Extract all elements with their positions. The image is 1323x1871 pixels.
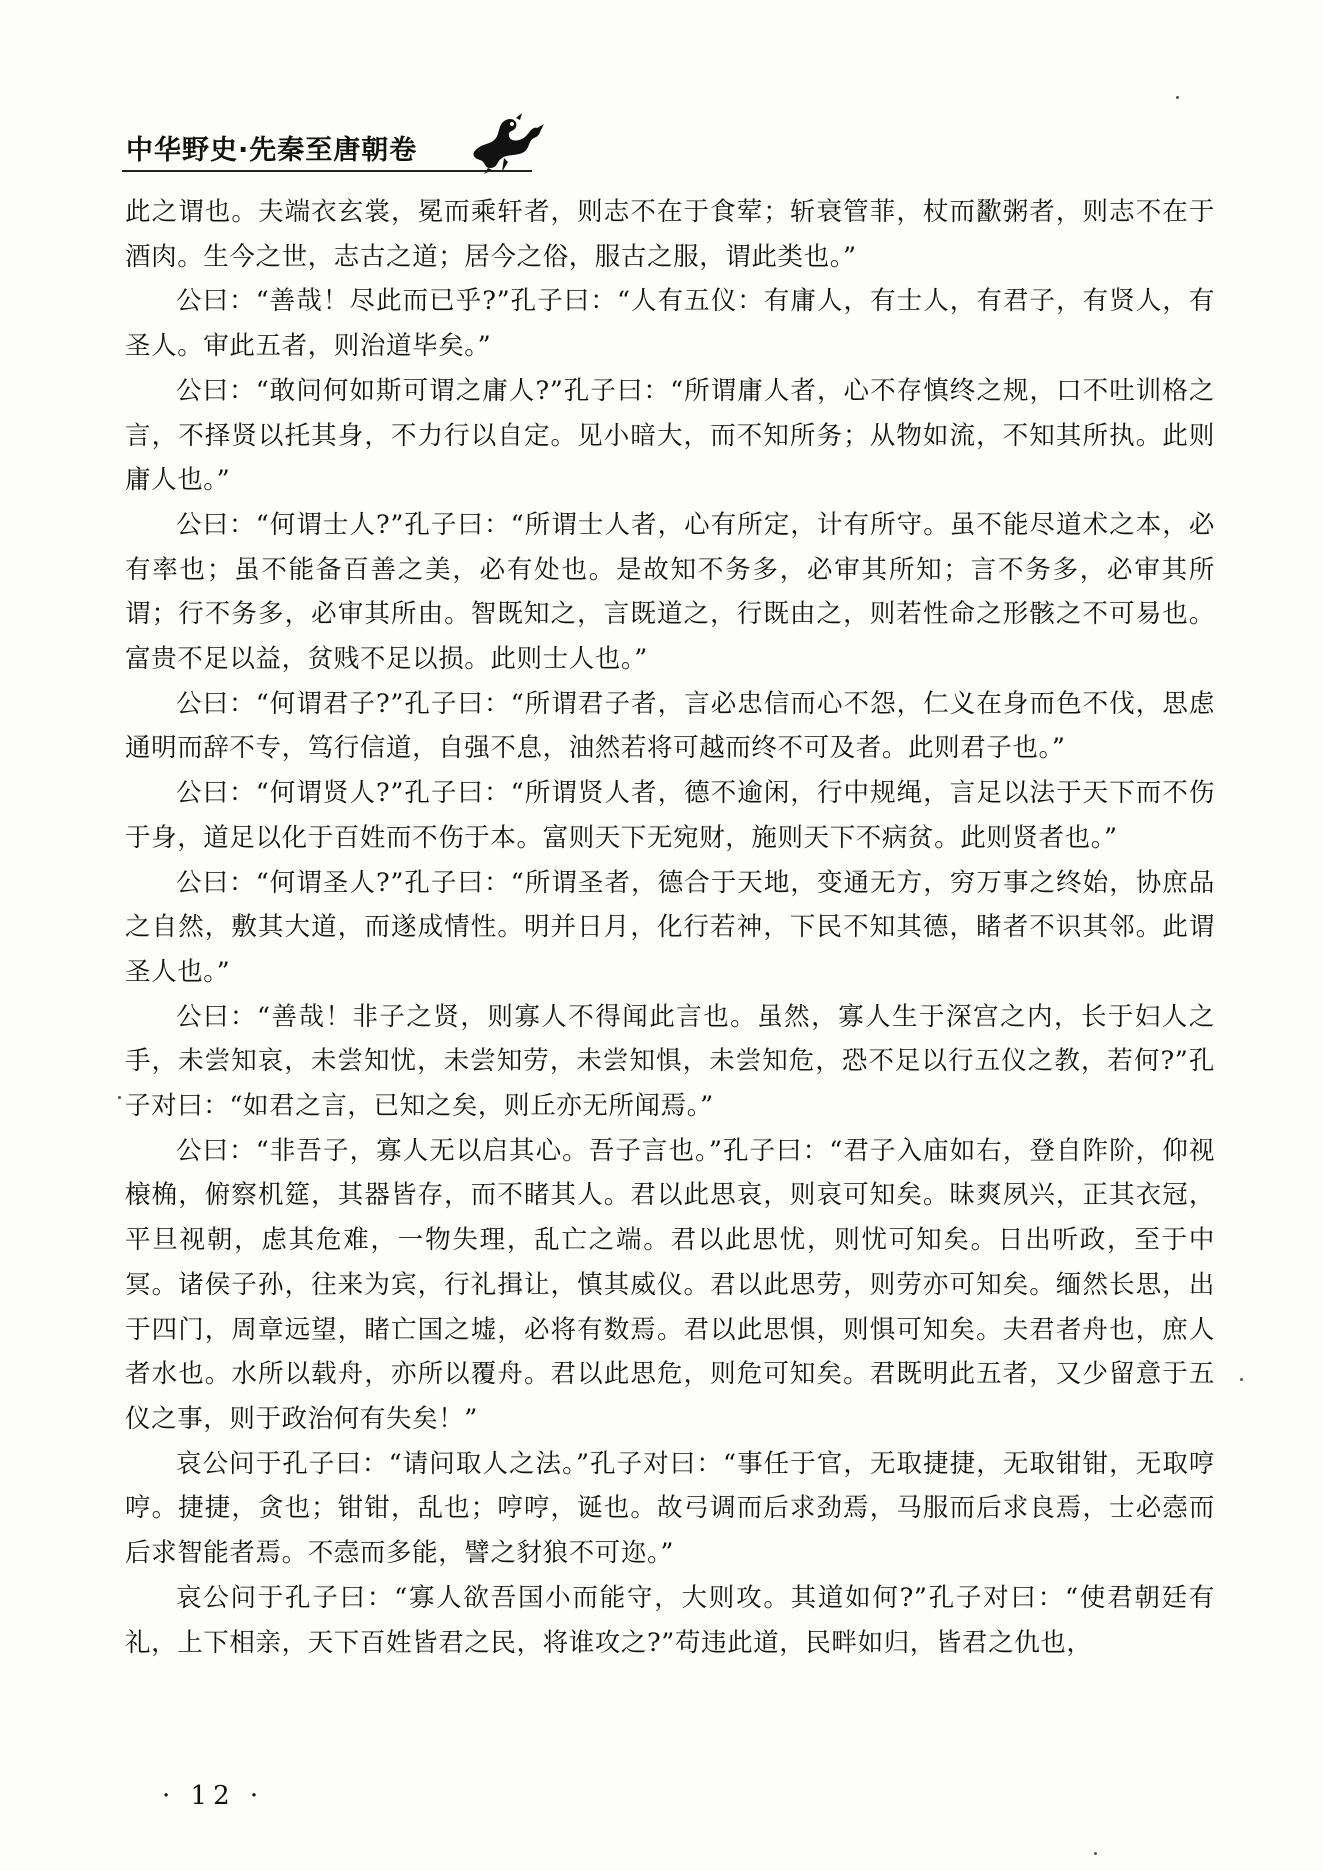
paragraph-7: 公曰：“何谓圣人?”孔子曰：“所谓圣者，德合于天地，变通无方，穷万事之终始，协庶品之自然，敷其大道，而遂成情性。明并日月，化行若神，下民不知其德，睹者不识其邻。此谓圣人也。”: [125, 867, 1215, 987]
scan-speck: [1240, 1378, 1243, 1381]
paragraph-6: 公曰：“何谓贤人?”孔子曰：“所谓贤人者，德不逾闲，行中规绳，言足以法于天下而不伤于身，道足以化于百姓而不伤于本。富则天下无宛财，施则天下不病贫。此则贤者也。”: [125, 778, 1215, 853]
paragraph-10: 哀公问于孔子曰：“请问取人之法。”孔子对曰：“事任于官，无取捷捷，无取钳钳，无取哼哼。捷捷，贪也；钳钳，乱也；哼哼，诞也。故弓调而后求劲焉，马服而后求良焉，士必悫而后求智能者焉。不悫而多能，譬之豺狼不可迩。”: [125, 1448, 1215, 1569]
header-rule: [122, 170, 532, 172]
paragraph-11: 哀公问于孔子曰：“寡人欲吾国小而能守，大则攻。其道如何?”孔子对曰：“使君朝廷有礼，上下相亲，天下百姓皆君之民，将谁攻之?”苟违此道，民畔如归，皆君之仇也，: [125, 1582, 1215, 1658]
paragraph-3: 公曰：“敢问何如斯可谓之庸人?”孔子曰：“所谓庸人者，心不存慎终之规，口不吐训格之言，不择贤以托其身，不力行以自定。见小暗大，而不知所务；从物如流，不知其所执。此则庸人也。”: [125, 375, 1215, 496]
scan-speck: [1176, 96, 1179, 99]
paragraph-5: 公曰：“何谓君子?”孔子曰：“所谓君子者，言必忠信而心不怨，仁义在身而色不伐，思虑通明而辞不专，笃行信道，自强不息，油然若将可越而终不可及者。此则君子也。”: [125, 688, 1215, 764]
paragraph-9: 公曰：“非吾子，寡人无以启其心。吾子言也。”孔子曰：“君子入庙如右，登自阼阶，仰视榱桷，俯察机筵，其器皆存，而不睹其人。君以此思哀，则哀可知矣。昧爽夙兴，正其衣冠，平旦视朝，虑其危难，一物失理，乱亡之端。君以此思忧，则忧可知矣。日出听政，至于中冥。诸侯子孙，往来为宾，行礼揖让，慎其威仪。君以此思劳，则劳亦可知矣。缅然长思，出于四门，周章远望，睹亡国之墟，必将有数焉。君以此思惧，则惧可知矣。夫君者舟也，庶人者水也。水所以载舟，亦所以覆舟。君以此思危，则危可知矣。君既明此五者，又少留意于五仪之事，则于政治何有失矣！”: [125, 1135, 1215, 1434]
body-text: [125, 190, 1215, 1665]
scan-speck: [1094, 1852, 1097, 1855]
dragon-emblem-icon: [468, 112, 546, 174]
paragraph-4: 公曰：“何谓士人?”孔子曰：“所谓士人者，心有所定，计有所守。虽不能尽道术之本，必有率也；虽不能备百善之美，必有处也。是故知不务多，必审其所知；言不务多，必审其所谓；行不务多，必审其所由。智既知之，言既道之，行既由之，则若性命之形骸之不可易也。富贵不足以益，贫贱不足以损。此则士人也。”: [125, 509, 1215, 675]
paragraph-1: 此之谓也。夫端衣玄裳，冕而乘轩者，则志不在于食荤；斩衰管菲，杖而歠粥者，则志不在于酒肉。生今之世，志古之道；居今之俗，服古之服，谓此类也。”: [125, 197, 1215, 272]
running-head: [122, 118, 542, 178]
page-number: · 12 ·: [162, 1781, 265, 1811]
paragraph-2: 公曰：“善哉！尽此而已乎?”孔子曰：“人有五仪：有庸人，有士人，有君子，有贤人，有圣人。审此五者，则治道毕矣。”: [125, 286, 1215, 362]
running-title: 中华野史·先秦至唐朝卷: [126, 135, 418, 166]
scan-speck: [118, 1096, 121, 1099]
paragraph-8: 公曰：“善哉！非子之贤，则寡人不得闻此言也。虽然，寡人生于深宫之内，长于妇人之手，未尝知哀，未尝知忧，未尝知劳，未尝知惧，未尝知危，恐不足以行五仪之教，若何?”孔子对曰：“如君之言，已知之矣，则丘亦无所闻焉。”: [125, 1001, 1215, 1122]
